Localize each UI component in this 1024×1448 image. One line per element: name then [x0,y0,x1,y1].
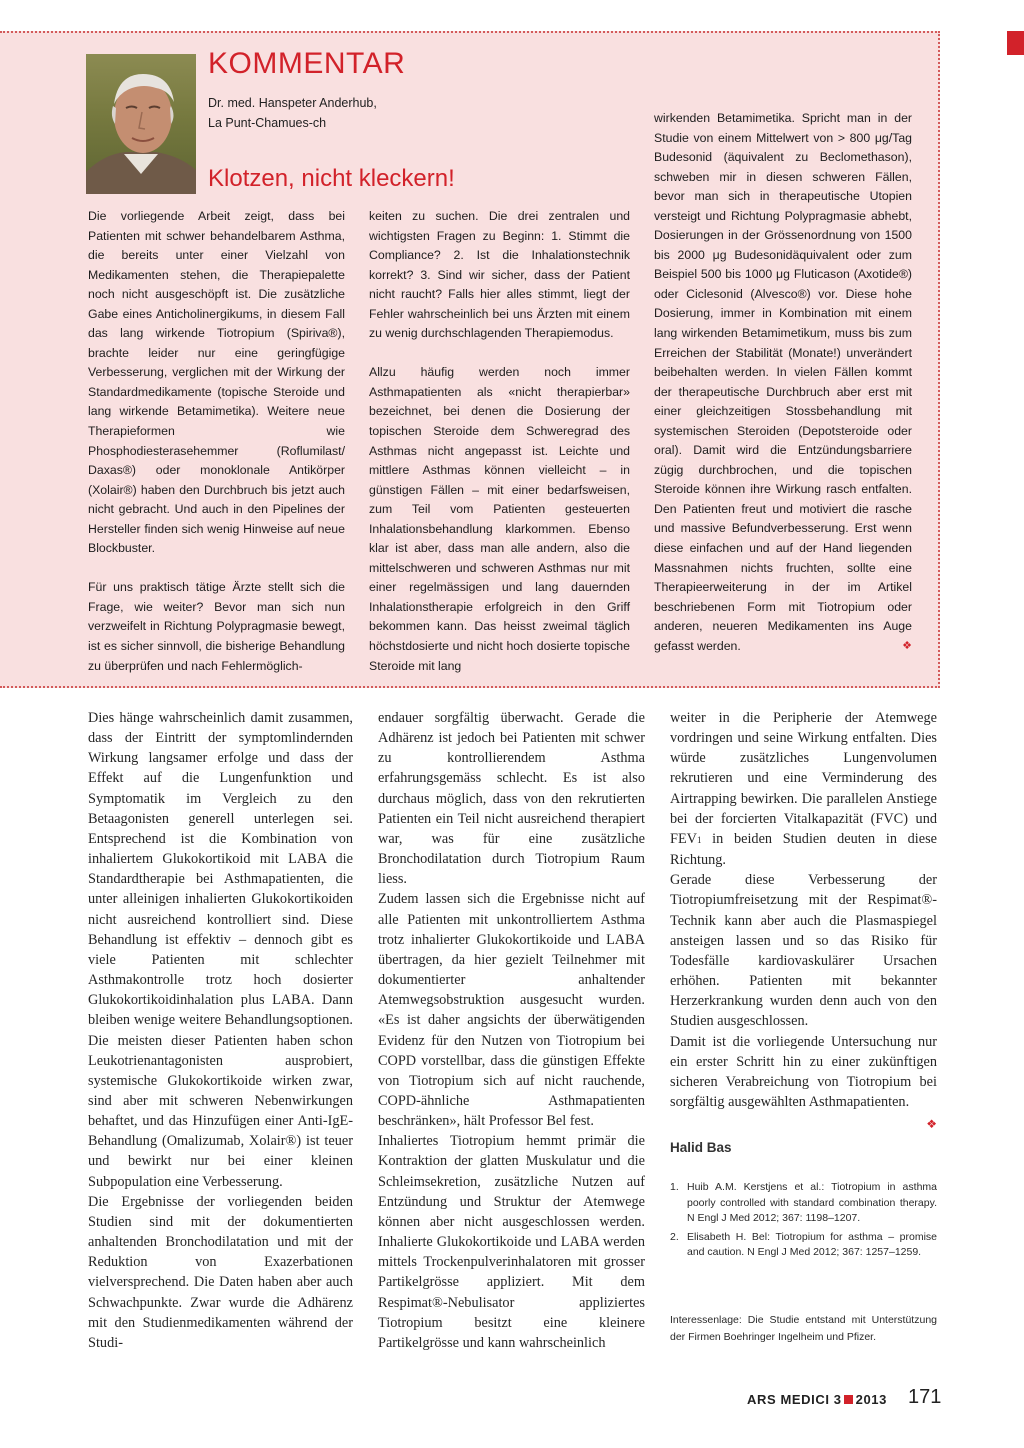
article-paragraph: Damit ist die vorliegende Untersuchung nur ein erster Schritt hin zu einer zukünftigen sicheren Verabreichung von Tiotropium bei sorgfältig ausgewählten Asthmapatienten. [670,1033,937,1110]
article-column-1 [88,708,353,1353]
author-portrait [86,54,196,194]
article-text: in beiden Studien deuten in diese Richtung. [670,830,937,869]
article-paragraph: Die Ergebnisse der vorliegenden beiden Studien sind mit der dokumentierten anhaltenden Bronchodilatation und mit der Reduktion von Exazerbationen vielversprechend. Die Daten haben aber auch Schwachpunkte. Zwar wurde die Adhärenz mit den Studienmedikamenten während der Studi- [88,1193,353,1351]
commentary-heading: KOMMENTAR [208,47,406,80]
reference-item [670,1180,937,1227]
commentary-paragraph: Für uns praktisch tätige Ärzte stellt sich die Frage, wie weiter? Bevor man sich nun verzweifelt in Richtung Polypragmasie bewegt, ist es sicher sinnvoll, die bisherige Behandlung zu überprüfen und nach Fehlermöglich- [88,580,345,673]
publication-year: 2013 [855,1392,887,1407]
reference-text: Elisabeth H. Bel: Tiotropium for asthma – promise and caution. N Engl J Med 2012; 367: 1257–1259. [687,1230,937,1258]
reference-item [670,1230,937,1261]
commentary-column-1 [88,207,345,676]
commentary-paragraph: Die vorliegende Arbeit zeigt, dass bei Patienten mit schwer behandelbarem Asthma, die bereits unter einer Vielzahl von Medikamenten stehen, die Therapiepalette noch nicht ausgeschöpft ist. Die zusätzliche Gabe eines Anticholinergikums, in diesem Fall das lang wirkende Tiotropium (Spiriva®), brachte leider nur eine geringfügige Verbesserung, verglichen mit der Wirkung der Standardmedikamente (topische Steroide und lang wirkende Betamimetika). Weitere neue Therapieformen wie Phosphodiesterasehemmer (Roflumilast/ Daxas®) oder monoklonale Antikörper (Xolair®) haben den Durchbruch bis jetzt auch nicht gebracht. Und auch in den Pipelines der Hersteller finden sich wenig Hinweise auf neue Blockbuster. [88,209,345,556]
page-number: 171 [908,1386,942,1408]
article-paragraph: Zudem lassen sich die Ergebnisse nicht auf alle Patienten mit unkontrolliertem Asthma trotz inhalierter Glukokortikoide und LABA übertragen, da hier gezielt Teilnehmer mit dokumentierter anhaltender Atemwegsobstruktion ausgesucht wurden. «Es ist daher angsichts der überwätigenden Evidenz für den Nutzen von Tiotropium bei COPD vorstellbar, dass die günstigen Effekte von Tiotropium sich auf nicht rauchende, COPD-ähnliche Asthmapatienten beschränken», hält Professor Bel fest. [378,891,645,1130]
commentary-author-location: La Punt-Chamues-ch [208,116,327,130]
commentary-paragraph: Allzu häufig werden noch immer Asthmapatienten als «nicht therapierbar» bezeichnet, bei denen die Dosierung der topischen Steroide dem Schweregrad des Asthmas nicht angepasst ist. Leichte und mittlere Asthmas können vielleicht – in günstigen Fällen – mit einer bedarfsweisen, zum Teil vom Patienten gesteuerten Inhalationsbehandlung klarkommen. Ebenso klar ist aber, dass man alle andern, also die mittelschweren und schweren Asthmas nur mit einer regelmässigen und lang dauernden Inhalationstherapie erfolgreich in den Griff bekommen kann. Das heisst zweimal täglich höchstdosierte und nicht hoch dosierte topische Steroide mit lang [369,365,630,673]
commentary-subtitle: Klotzen, nicht kleckern! [208,165,455,192]
commentary-paragraph: keiten zu suchen. Die drei zentralen und wichtigsten Fragen zu Beginn: 1. Stimmt die Compliance? 2. Ist die Inhalationstechnik korrekt? 3. Sind wir sicher, dass der Patient nicht raucht? Falls hier alles stimmt, liegt der Fehler wahrscheinlich bei uns Ärzten mit einem zu wenig durchschlagenden Therapiemodus. [369,209,630,341]
article-paragraph [670,708,937,870]
end-mark-icon: ❖ [926,1117,937,1132]
article-paragraph: Dies hänge wahrscheinlich damit zusammen, dass der Eintritt der symptomlindernden Wirkung langsamer erfolge und dass der Effekt auf die Lungenfunktion und Symptomatik im Vergleich zu den Betaagonisten generell unterlegen sei. Entsprechend ist die Kombination von inhaliertem Glukokortikoid mit LABA die Standardtherapie bei Asthmapatienten, die unter alleinigen inhalierten Glukokortikoiden nicht ausreichend kontrolliert sind. Diese Behandlung ist effektiv – dennoch gibt es viele Patienten mit schlechter Asthmakontrolle trotz hoch dosierter Glukokortikoidinhalation plus LABA. Dann bleiben wenige weitere Behandlungsoptionen. Die meisten dieser Patienten haben schon Leukotrienantagonisten ausprobiert, systemische Glukokortikoide wirken zwar, sind aber mit schweren Nebenwirkungen behaftet, und das Hinzufügen einer Anti-IgE-Behandlung (Omalizumab, Xolair®) ist teuer und bewirkt nur bei einer kleinen Subpopulation eine Verbesserung. [88,710,353,1190]
article-paragraph: Inhaliertes Tiotropium hemmt primär die Kontraktion der glatten Muskulatur und die Schleimsekretion, zusätzliche Nutzen auf Entzündung und Struktur der Atemwege können aber nicht ausgeschlossen werden. Inhalierte Glukokortikoide und LABA werden mittels Trockenpulverinhalatoren mit grosser Partikelgrösse appliziert. Mit dem Respimat®-Nebulisator appliziertes Tiotropium besitzt eine kleinere Partikelgrösse und kann wahrscheinlich [378,1133,645,1351]
commentary-paragraph-text: wirkenden Betamimetika. Spricht man in der Studie von einem Mittelwert von > 800 μg/Tag Budesonid (äquivalent zu Beclomethason), schweben mir in diesen schweren Fällen, bevor man sich in therapeutische Utopien versteigt und Richtung Polypragmasie abhebt, Dosierungen in der Grössenordnung von 1500 bis 2000 μg Budesonidäquivalent oder zum Beispiel 500 bis 1000 μg Fluticason (Axotide®) oder Ciclesonid (Alvesco®) vor. Diese hohe Dosierung, immer in Kombination mit einem lang wirkenden Betamimetikum, muss bis zum Erreichen der Stabilität (Monate!) unverändert beibehalten werden. In vielen Fällen kommt der therapeutische Durchbruch aber erst mit einer gleichzeitigen Stossbehandlung mit systemischen Steroiden (Depotsteroide oder oral). Damit wird die Entzündungsbarriere zügig durchbrochen, und die topischen Steroide können ihre Wirkung rasch entfalten. Den Patienten freut und motiviert die rasche und massive Befundverbesserung. Erst wenn diese einfachen und auf der Hand liegenden Massnahmen nichts fruchten, sollte eine Therapieerweiterung in der im Artikel beschriebenen Form mit Tiotropium oder anderen, neueren Medikamenten ins Auge gefasst werden. [654,111,912,653]
corner-color-mark [1007,31,1024,55]
article-paragraph: endauer sorgfältig überwacht. Gerade die Adhärenz ist jedoch bei Patienten mit schwer zu kontrollierendem Asthma erfahrungsgemäss schlecht. Es ist also durchaus möglich, dass von den rekrutierten Patienten ein Teil nicht ausreichend therapiert war, was für eine zusätzliche Bronchodilatation durch Tiotropium Raum liess. [378,710,645,888]
commentary-column-2 [369,207,630,676]
commentary-author-name: Dr. med. Hanspeter Anderhub, [208,96,377,110]
reference-number: 2. [670,1230,679,1243]
article-author: Halid Bas [670,1140,732,1155]
end-mark-icon: ❖ [902,639,912,652]
reference-number: 1. [670,1181,679,1193]
publication-name: ARS MEDICI 3 [747,1392,842,1407]
separator-square-icon [844,1395,853,1404]
conflict-of-interest-note: Interessenlage: Die Studie entstand mit Unterstützung der Firmen Boehringer Ingelheim und Pfizer. [670,1314,937,1343]
article-paragraph: Gerade diese Verbesserung der Tiotropiumfreisetzung mit der Respimat®-Technik kann aber auch die Plasmaspiegel ansteigen lassen und so das Risiko für Todesfälle kardiovaskulärer Ursachen erhöhen. Patienten mit bekannter Herzerkrankung wurden denn auch von den Studien ausgeschlossen. [670,872,937,1030]
reference-text: Huib A.M. Kerstjens et al.: Tiotropium in asthma poorly controlled with standard combination therapy. N Engl J Med 2012; 367: 1198–1207. [687,1181,937,1224]
article-column-3 [670,708,937,1134]
commentary-author [208,93,377,133]
subscript: 1 [697,834,702,845]
commentary-paragraph-end [654,109,912,656]
reference-list [670,1180,937,1264]
article-column-2 [378,708,645,1353]
article-text: weiter in die Peripherie der Atemwege vordringen und seine Wirkung entfalten. Dies würde zusätzliches Lungenvolumen rekrutieren und eine Verminderung des Airtrapping bewirken. Die parallelen Anstiege bei der forcierten Vitalkapazität (FVC) und FEV [670,710,937,847]
commentary-column-3 [654,109,912,656]
footer-publication [747,1392,887,1407]
